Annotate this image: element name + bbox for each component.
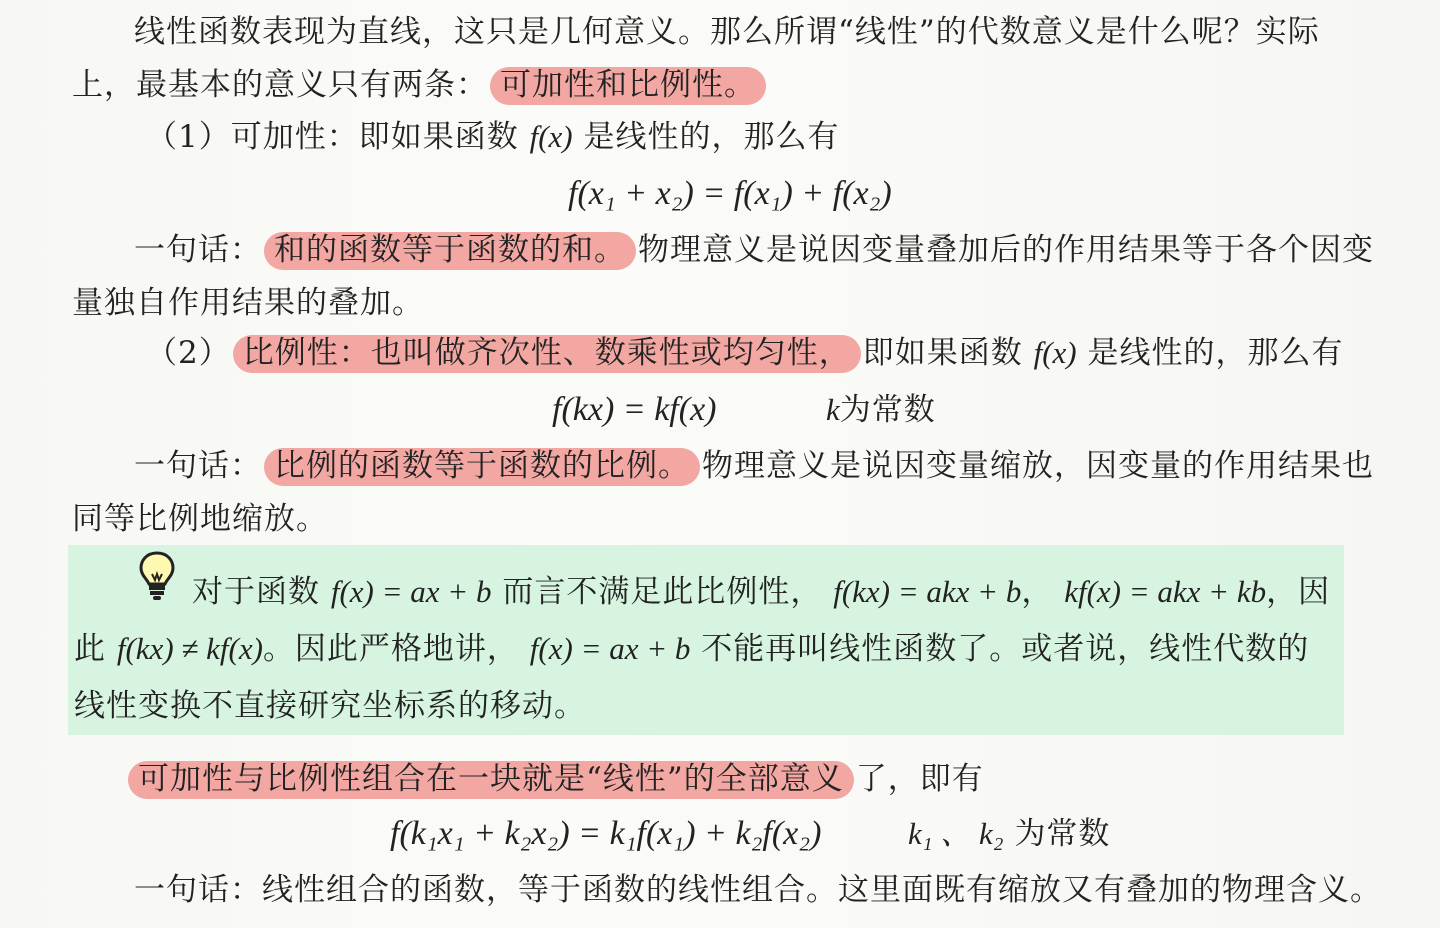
note-l1-m2: f(kx) = akx + b bbox=[833, 574, 1022, 609]
note-line1 bbox=[192, 570, 1330, 614]
summary1-post: 物理意义是说因变量叠加后的作用结果等于各个因变 bbox=[638, 232, 1374, 268]
item2-definition bbox=[146, 331, 1343, 375]
constants-note-text: 为常数 bbox=[1014, 816, 1111, 852]
paragraph-intro-line1 bbox=[134, 10, 1320, 54]
note-l1-c: ， bbox=[1021, 574, 1054, 610]
lightbulb-icon bbox=[138, 550, 176, 602]
item2-suffix: 是线性的，那么有 bbox=[1087, 335, 1344, 371]
item1-definition bbox=[146, 115, 839, 159]
additivity-equation: f(x₁ + x₂) = f(x₁) + f(x₂) bbox=[568, 175, 892, 212]
note-l2-m2: f(x) = ax + b bbox=[529, 631, 691, 666]
summary3-line bbox=[134, 868, 1382, 912]
item2-function-fx: f(x) bbox=[1033, 335, 1077, 370]
highlight-proportion-function: 比例的函数等于函数的比例。 bbox=[264, 448, 700, 486]
item1-function-fx: f(x) bbox=[529, 119, 573, 154]
constant-note-text: 为常数 bbox=[839, 392, 936, 428]
item1-prefix: （1）可加性：即如果函数 bbox=[146, 119, 519, 155]
summary2-line2 bbox=[72, 497, 328, 541]
linear-combination-equation: f(k₁x₁ + k₂x₂) = k₁f(x₁) + k₂f(x₂) bbox=[390, 815, 822, 852]
summary1-line2 bbox=[72, 281, 424, 325]
summary1-prefix: 一句话： bbox=[134, 232, 262, 268]
highlight-linearity-meaning: 可加性与比例性组合在一块就是“线性”的全部意义 bbox=[128, 761, 854, 799]
summary1-line1 bbox=[134, 228, 1374, 272]
summary2-continuation: 同等比例地缩放。 bbox=[72, 501, 328, 537]
note-l3: 线性变换不直接研究坐标系的移动。 bbox=[74, 688, 586, 724]
note-l1-b: 而言不满足此比例性， bbox=[502, 574, 823, 610]
constant-k: k bbox=[826, 392, 840, 427]
note-l2-b: 。因此严格地讲， bbox=[262, 631, 519, 667]
note-l2-a: 此 bbox=[74, 631, 106, 667]
linearity-post: 了，即有 bbox=[855, 761, 984, 797]
intro-text-1: 线性函数表现为直线，这只是几何意义。那么所谓“线性”的代数意义是什么呢？实际 bbox=[134, 14, 1320, 50]
paragraph-intro-line2 bbox=[72, 63, 768, 107]
summary1-continuation: 量独自作用结果的叠加。 bbox=[72, 285, 424, 321]
linear-constants-note bbox=[908, 812, 1110, 856]
summary2-post: 物理意义是说因变量缩放，因变量的作用结果也 bbox=[702, 448, 1374, 484]
note-l1-a: 对于函数 bbox=[192, 574, 320, 610]
highlight-sum-function: 和的函数等于函数的和。 bbox=[264, 232, 636, 270]
note-line3 bbox=[74, 684, 586, 728]
summary3-text: 一句话：线性组合的函数，等于函数的线性组合。这里面既有缩放又有叠加的物理含义。 bbox=[134, 872, 1382, 908]
note-l1-m3: kf(x) = akx + kb bbox=[1064, 574, 1267, 609]
item2-mid: 即如果函数 bbox=[862, 335, 1023, 371]
highlight-proportionality: 比例性：也叫做齐次性、数乘性或均匀性， bbox=[233, 335, 861, 373]
note-l2-c: 不能再叫线性函数了。或者说，线性代数的 bbox=[701, 631, 1310, 667]
linearity-combination-line bbox=[126, 757, 984, 801]
summary2-line1 bbox=[134, 444, 1374, 488]
item1-suffix: 是线性的，那么有 bbox=[583, 119, 840, 155]
proportionality-constant-note bbox=[826, 388, 936, 432]
note-l1-m1: f(x) = ax + b bbox=[330, 574, 492, 609]
item2-prefix: （2） bbox=[146, 335, 231, 371]
summary2-prefix: 一句话： bbox=[134, 448, 262, 484]
note-line2 bbox=[74, 627, 1309, 671]
proportionality-equation: f(kx) = kf(x) bbox=[552, 391, 717, 428]
intro-text-2: 上，最基本的意义只有两条： bbox=[72, 67, 488, 103]
note-l2-m1: f(kx) ≠ kf(x) bbox=[116, 631, 263, 666]
highlight-additivity-proportionality: 可加性和比例性。 bbox=[490, 67, 766, 105]
note-l1-d: ，因 bbox=[1266, 574, 1331, 610]
constants-k1-k2: k₁ 、 k₂ bbox=[908, 816, 1004, 851]
